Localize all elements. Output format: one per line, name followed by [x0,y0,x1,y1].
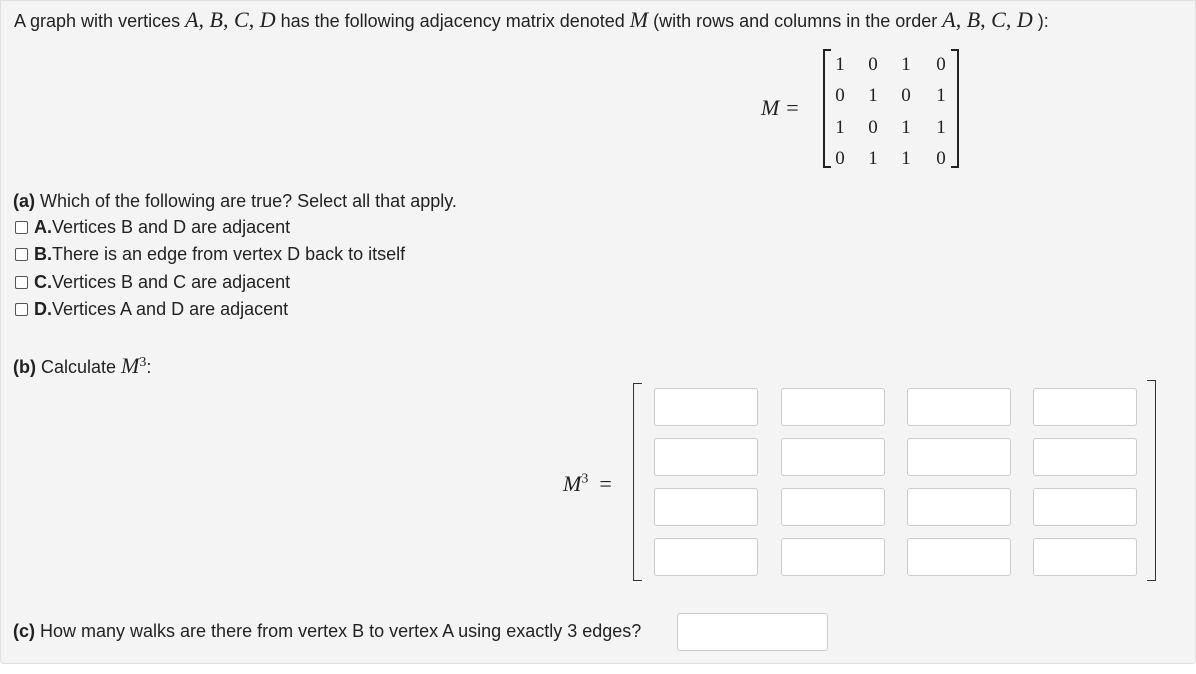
option-a-text: Vertices B and D are adjacent [52,217,291,237]
m3-cell-input[interactable] [781,488,885,526]
intro-end: ): [1032,11,1049,31]
m3-cell-input[interactable] [1033,538,1137,576]
adjacency-matrix [823,49,959,168]
part-c-text: How many walks are there from vertex B to vertex A using exactly 3 edges? [35,621,642,641]
part-c-question [13,621,641,642]
order-b: B [966,7,981,32]
m3-cell-input[interactable] [781,388,885,426]
part-b-exponent: 3 [139,355,147,370]
option-c-checkbox[interactable] [15,276,28,289]
part-b-question [13,353,151,379]
matrix-cell: 0 [868,54,878,75]
matrix-cell: 1 [901,148,911,169]
option-c[interactable] [15,272,290,293]
m3-cell-input[interactable] [781,538,885,576]
m3-right-bracket [1147,380,1156,581]
m3-cell-input[interactable] [1033,388,1137,426]
matrix-cell: 1 [901,117,911,138]
matrix-cell: 0 [901,85,911,106]
matrix-cell: 1 [936,117,946,138]
m3-cell-input[interactable] [654,538,758,576]
m3-label [563,471,612,497]
m3-symbol: M [563,471,582,496]
m3-cell-input[interactable] [907,388,1011,426]
vertex-d: D [259,7,276,32]
option-d-letter: D. [34,299,52,319]
intro-middle: has the following adjacency matrix denoted [275,11,630,31]
order-c: C [991,7,1006,32]
matrix-cell: 0 [868,117,878,138]
option-d-checkbox[interactable] [15,303,28,316]
m3-left-bracket [633,383,642,581]
matrix-cell: 0 [835,148,845,169]
option-b-text: There is an edge from vertex D back to itself [52,244,406,264]
vertex-c: C [234,7,249,32]
part-a-tag: (a) [13,191,35,211]
matrix-label: M = [761,95,800,120]
matrix-cell: 1 [868,148,878,169]
part-b-tag: (b) [13,357,36,377]
m3-cell-input[interactable] [907,538,1011,576]
order-d: D [1016,7,1033,32]
part-b-colon: : [146,357,152,377]
matrix-cell: 1 [868,85,878,106]
m3-cell-input[interactable] [907,488,1011,526]
matrix-cell: 1 [835,117,845,138]
m3-cell-input[interactable] [654,438,758,476]
option-d-text: Vertices A and D are adjacent [52,299,289,319]
intro-suffix: (with rows and columns in the order [648,11,943,31]
m3-cell-input[interactable] [907,438,1011,476]
matrix-cell: 1 [936,85,946,106]
matrix-cell: 0 [835,85,845,106]
option-d[interactable] [15,299,288,320]
part-b-text: Calculate [35,357,122,377]
part-a-question [13,191,457,212]
intro-text: A graph with vertices A, B, C, D has the following adjacency matrix denoted M (with rows and columns in the order A, B, C, D ): [14,7,1049,32]
matrix-symbol: M [629,7,649,32]
vertex-a: A [185,7,199,32]
matrix-cell: 1 [835,54,845,75]
m3-equals: = [599,471,612,496]
option-b-checkbox[interactable] [15,248,28,261]
option-b[interactable] [15,244,405,265]
m3-cell-input[interactable] [1033,438,1137,476]
m3-cell-input[interactable] [1033,488,1137,526]
option-c-text: Vertices B and C are adjacent [52,272,291,292]
option-c-letter: C. [34,272,52,292]
matrix-cell: 0 [936,54,946,75]
part-b-symbol: M [121,353,140,378]
m3-cell-input[interactable] [781,438,885,476]
matrix-cell: 0 [936,148,946,169]
part-a-text: Which of the following are true? Select all that apply. [35,191,457,211]
m3-exponent: 3 [581,471,589,487]
option-b-letter: B. [34,244,52,264]
option-a-checkbox[interactable] [15,221,28,234]
m3-cell-input[interactable] [654,488,758,526]
order-a: A [942,7,956,32]
m3-cell-input[interactable] [654,388,758,426]
matrix-cell: 1 [901,54,911,75]
walks-answer-input[interactable] [677,613,828,651]
part-c-tag: (c) [13,621,35,641]
vertex-b: B [209,7,223,32]
intro-prefix: A graph with vertices [14,11,186,31]
option-a[interactable] [15,217,290,238]
option-a-letter: A. [34,217,52,237]
